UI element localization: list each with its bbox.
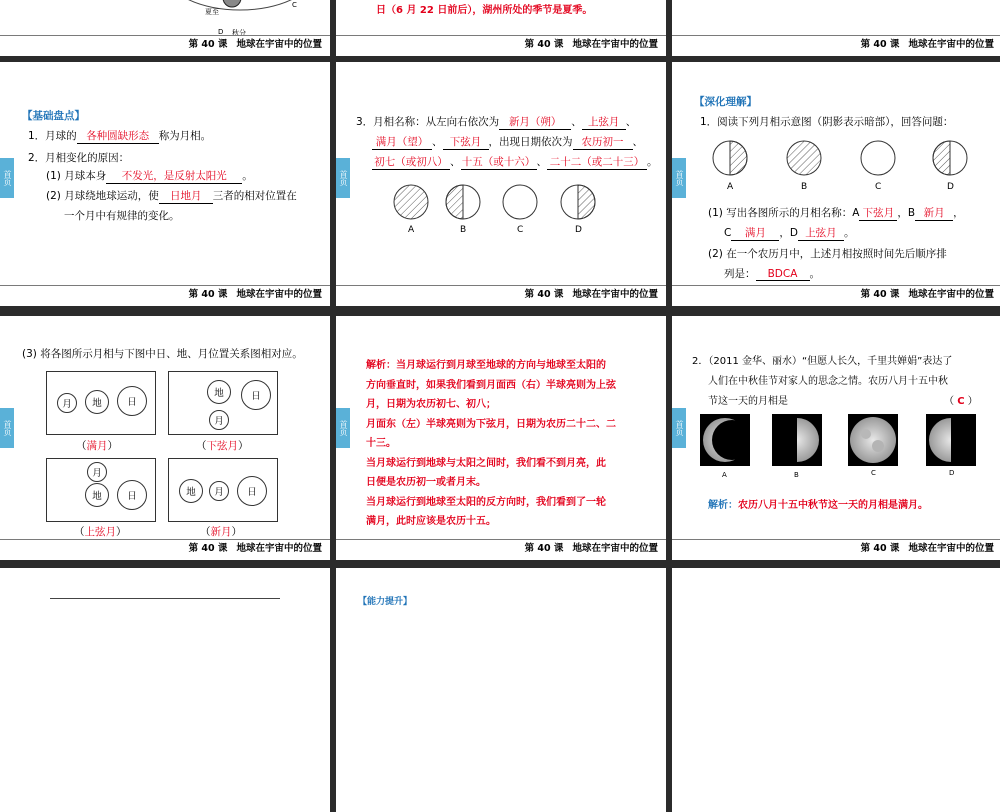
moon-photo-b — [772, 414, 822, 466]
question-1-part2: (2) 在一个农历月中，上述月相按照时间先后顺序排 — [708, 248, 947, 260]
slide-footer: 第 40 课 地球在宇宙中的位置 — [0, 285, 330, 306]
question-3-line3: 初七（或初八） 、十五（或十六）、 二十二（或二十三） 。 — [372, 154, 658, 170]
moon-label-a: A — [727, 182, 734, 192]
moon-label-c: C — [875, 182, 882, 192]
label-summer-solstice: 夏至 — [205, 8, 219, 16]
sun-circle: 日 — [117, 386, 147, 416]
question-3-line1: 3．月相名称：从左向右依次为 新月（朔） 、 上弦月 、 — [356, 116, 637, 128]
moon-circle: 月 — [209, 481, 229, 501]
home-tab[interactable]: 首页 — [0, 408, 14, 448]
sun-circle: 日 — [241, 380, 271, 410]
section-heading: 【基础盘点】 — [22, 110, 85, 122]
question-2-line2: 人们在中秋佳节对家人的思念之情。农历八月十五中秋 — [708, 376, 948, 387]
slide-thumbnail-2[interactable] — [336, 0, 666, 56]
label-d: D — [218, 28, 224, 36]
earth-circle: 地 — [85, 483, 109, 507]
sun-circle: 日 — [117, 480, 147, 510]
moon-label-d: D — [575, 225, 582, 235]
home-tab[interactable]: 首页 — [336, 408, 350, 448]
home-tab[interactable]: 首页 — [672, 408, 686, 448]
slide-footer: 第 40 课 地球在宇宙中的位置 — [672, 35, 1000, 56]
answer-2: （下弦月） — [196, 440, 249, 452]
slide-footer: 第 40 课 地球在宇宙中的位置 — [0, 539, 330, 560]
earth-circle: 地 — [85, 390, 109, 414]
slide-thumbnail-12[interactable] — [672, 568, 1000, 812]
divider-line — [50, 598, 280, 599]
question-2-line1: 2．（2011 金华、丽水）“但愿人长久，千里共婵娟”表达了 — [692, 356, 953, 367]
moon-circle: 月 — [57, 393, 77, 413]
moon-c — [861, 141, 895, 175]
photo-label-a: A — [722, 471, 727, 479]
slide-footer: 第 40 课 地球在宇宙中的位置 — [672, 285, 1000, 306]
position-diagram-2 — [168, 371, 278, 435]
slide-footer: 第 40 课 地球在宇宙中的位置 — [672, 539, 1000, 560]
question-2a: (1) 月球本身 不发光，是反射太阳光 。 — [46, 170, 253, 182]
earth-circle: 地 — [179, 479, 203, 503]
slide-footer: 第 40 课 地球在宇宙中的位置 — [336, 35, 666, 56]
sun-circle: 日 — [237, 476, 267, 506]
slide-thumbnail-6[interactable] — [672, 62, 1000, 306]
moon-label-c: C — [517, 225, 524, 235]
question-2b: (2) 月球绕地球运动，使 日地月 三者的相对位置在 — [46, 190, 297, 202]
moon-photo-a — [700, 414, 750, 466]
position-diagram-1 — [46, 371, 156, 435]
label-c: C — [292, 1, 297, 9]
slide-thumbnail-9[interactable] — [672, 316, 1000, 560]
moon-label-d: D — [947, 182, 954, 192]
home-tab[interactable]: 首页 — [336, 158, 350, 198]
label-autumn-equinox: 秋分 — [232, 29, 246, 37]
question-1: 1．月球的 各种圆缺形态 称为月相。 — [28, 130, 212, 142]
question-2: 2．月相变化的原因： — [28, 152, 130, 164]
moon-phases-figure — [391, 182, 621, 224]
slide-footer: 第 40 课 地球在宇宙中的位置 — [336, 539, 666, 560]
slide-thumbnail-5[interactable] — [336, 62, 666, 306]
question-1: 1．阅读下列月相示意图（阴影表示暗部），回答问题： — [700, 116, 954, 128]
explanation: 解析：农历八月十五中秋节这一天的月相是满月。 — [708, 500, 928, 511]
slide-thumbnail-8[interactable] — [336, 316, 666, 560]
slide-thumbnail-11[interactable] — [336, 568, 666, 812]
moon-photo-d — [926, 414, 976, 466]
slide-footer: 第 40 课 地球在宇宙中的位置 — [0, 35, 330, 56]
explanation-text: 解析：当月球运行到月球至地球的方向与地球至太阳的 方向垂直时，如果我们看到月面西（右）半球亮则为上弦 月，日期为农历初七、初八； 月面东（左）半球亮则为下弦月，日期为农历二十二、二 十三。 当月球运行到地球与太阳之间时，我们看不到月亮，此 日便是农历初一或者月末。 当月球运行到地球至太阳的反方向时，我们看到了一轮 满月，此时应该是农历十五。 — [366, 360, 616, 527]
photo-label-d: D — [949, 469, 955, 477]
question-1-part2-line2: 列是： BDCA 。 — [724, 268, 820, 280]
question-2b-line2: 一个月中有规律的变化。 — [64, 210, 180, 222]
answer-1: （满月） — [76, 440, 118, 452]
answer-4: （新月） — [200, 526, 242, 538]
moon-photo-c — [848, 414, 898, 466]
moon-label-b: B — [801, 182, 808, 192]
moon-c — [503, 185, 537, 219]
slide-thumbnail-3[interactable] — [672, 0, 1000, 56]
moon-label-a: A — [408, 225, 415, 235]
photo-label-c: C — [871, 469, 876, 477]
question-1-part1: (1) 写出各图所示的月相名称：A 下弦月 ，B 新月 ， — [708, 207, 964, 219]
moon-circle: 月 — [87, 462, 107, 482]
slide-thumbnail-10[interactable] — [0, 568, 330, 812]
question-3: (3) 将各图所示月相与下图中日、地、月位置关系图相对应。 — [22, 348, 303, 360]
answer-choice: （ C ） — [944, 396, 978, 407]
slide-thumbnail-1[interactable] — [0, 0, 330, 56]
moon-circle: 月 — [209, 410, 229, 430]
moon-phases-figure — [708, 138, 978, 178]
question-2-line3: 节这一天的月相是 — [708, 396, 788, 407]
slide-footer: 第 40 课 地球在宇宙中的位置 — [336, 285, 666, 306]
question-3-line2: 满月（望） 、 下弦月 ，出现日期依次为 农历初一 、 — [372, 134, 643, 150]
moon-label-b: B — [460, 225, 467, 235]
slide-thumbnail-7[interactable] — [0, 316, 330, 560]
answer-text: 日（6 月 22 日前后），湖州所处的季节是夏季。 — [376, 5, 593, 16]
photo-label-b: B — [794, 471, 799, 479]
moon-a — [394, 185, 428, 219]
section-heading: 【能力提升】 — [358, 597, 413, 607]
section-heading: 【深化理解】 — [694, 96, 757, 108]
position-diagram-4 — [168, 458, 278, 522]
answer-3: （上弦月） — [74, 526, 127, 538]
question-1-part1-line2: C 满月 ，D 上弦月 。 — [724, 227, 855, 239]
slide-thumbnail-4[interactable] — [0, 62, 330, 306]
moon-b — [787, 141, 821, 175]
home-tab[interactable]: 首页 — [672, 158, 686, 198]
position-diagram-3 — [46, 458, 156, 522]
earth-circle: 地 — [207, 380, 231, 404]
home-tab[interactable]: 首页 — [0, 158, 14, 198]
